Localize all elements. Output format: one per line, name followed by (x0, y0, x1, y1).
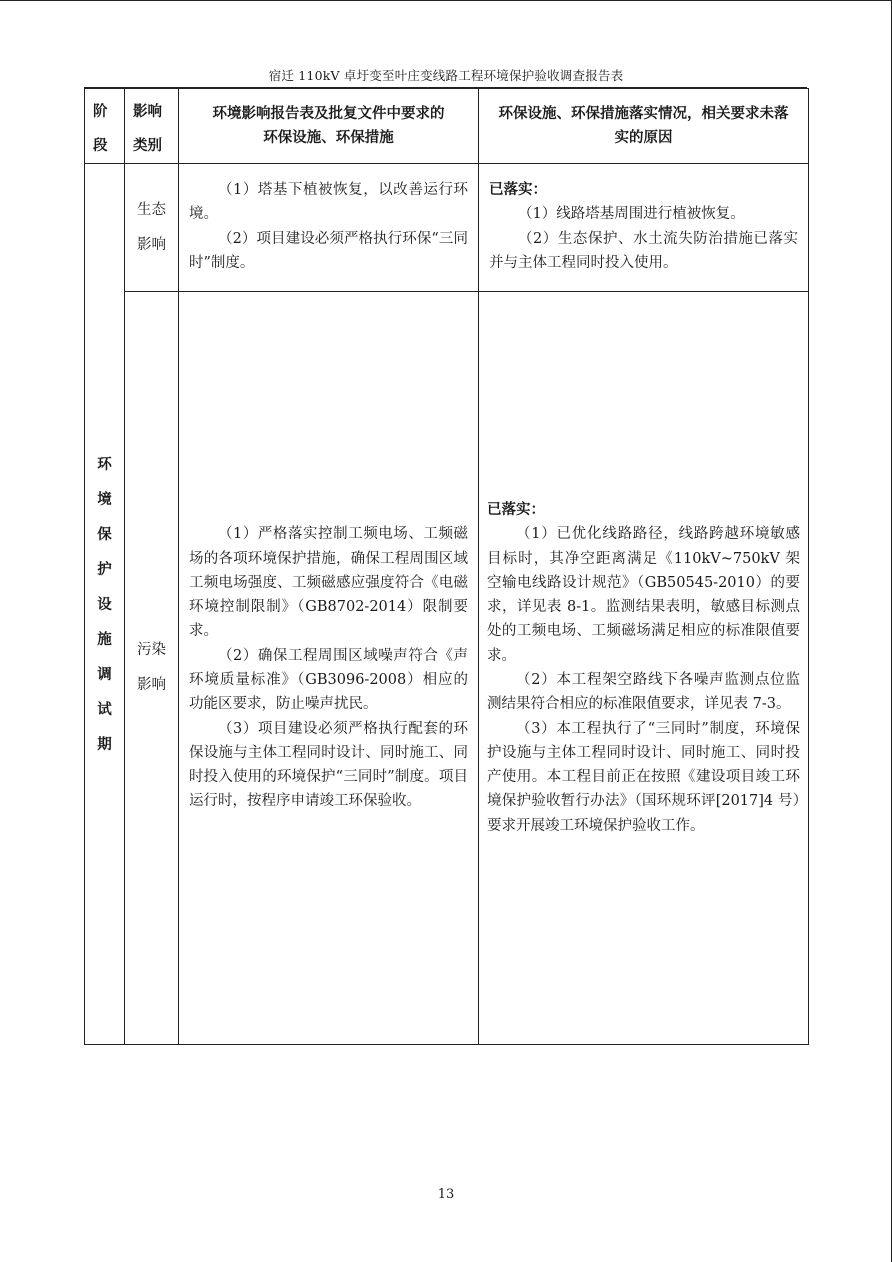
implementation-item: （1）线路塔基周围进行植被恢复。 (518, 206, 745, 223)
page-number: 13 (437, 1187, 455, 1202)
requirement-item: （1）塔基下植被恢复，以改善运行环境。 (189, 182, 468, 223)
column-header-requirement (179, 89, 479, 164)
column-header-implementation-line1: 环保设施、环保措施落实情况，相关要求未落 (498, 105, 789, 122)
table-row-ecological (85, 164, 809, 292)
column-header-type (125, 89, 179, 164)
column-header-requirement-line1: 环境影响报告表及批复文件中要求的 (212, 105, 445, 122)
column-header-stage-line1: 阶 (93, 103, 108, 120)
impact-type-line1: 污染 (137, 642, 166, 658)
impact-type-line2: 影响 (137, 677, 166, 693)
requirement-item: （2）项目建设必须严格执行环保“三同时”制度。 (189, 230, 468, 271)
stage-char: 试 (97, 700, 112, 718)
column-header-type-line1: 影响 (133, 103, 162, 120)
impact-type-line2: 影响 (137, 236, 166, 253)
column-header-stage-line2: 段 (93, 137, 108, 154)
requirement-item: （2）确保工程周围区域噪声符合《声环境质量标准》（GB3096-2008）相应的功能区要求，防止噪声扰民。 (189, 647, 468, 713)
implementation-item: （3）本工程执行了“三同时”制度，环境保护设施与主体工程同时设计、同时施工、同时投产使用。本工程目前正在按照《建设项目竣工环境保护验收暂行办法》（国环规环评[2017]4 号）要求开展竣工环境保护验收工作。 (487, 720, 800, 834)
requirement-cell-ecological (179, 164, 479, 292)
stage-char: 设 (97, 595, 112, 613)
stage-char: 境 (97, 490, 112, 508)
impact-type-line1: 生态 (137, 201, 166, 218)
acceptance-table (84, 88, 809, 1045)
implementation-cell-pollution (479, 292, 809, 1045)
stage-cell (85, 164, 125, 1045)
implementation-item: （1）已优化线路路径，线路跨越环境敏感目标时，其净空距离满足《110kV~750kV 架空输电线路设计规范》（GB50545-2010）的要求，详见表 8-1。监测结果表明，敏感目标测点处的工频电场、工频磁场满足相应的标准限值要求。 (487, 526, 800, 664)
stage-char: 调 (97, 665, 112, 683)
document-header: 宿迁 110kV 卓圩变至叶庄变线路工程环境保护验收调查报告表 (268, 68, 624, 83)
stage-char: 环 (97, 455, 112, 473)
page-top-border (0, 0, 892, 1)
column-header-type-line2: 类别 (133, 137, 162, 154)
status-label: 已落实： (487, 500, 545, 518)
stage-char: 护 (97, 560, 112, 578)
table-header-row (85, 89, 809, 164)
impact-type-ecological (125, 164, 179, 292)
column-header-stage (85, 89, 125, 164)
impact-type-pollution (125, 292, 179, 1045)
implementation-item: （2）本工程架空路线下各噪声监测点位监测结果符合相应的标准限值要求，详见表 7-3。 (487, 672, 800, 713)
stage-char: 施 (97, 630, 112, 648)
stage-char: 保 (97, 525, 112, 543)
table-row-pollution (85, 292, 809, 1045)
stage-vertical-text (97, 447, 112, 762)
column-header-implementation-line2: 实的原因 (614, 129, 673, 146)
column-header-implementation (479, 89, 809, 164)
stage-char: 期 (97, 735, 112, 753)
implementation-item: （2）生态保护、水土流失防治措施已落实并与主体工程同时投入使用。 (489, 230, 798, 271)
implementation-cell-ecological (479, 164, 809, 292)
requirement-cell-pollution (179, 292, 479, 1045)
requirement-item: （1）严格落实控制工频电场、工频磁场的各项环境保护措施，确保工程周围区域工频电场强度、工频磁感应强度符合《电磁环境控制限制》（GB8702-2014）限制要求。 (189, 526, 468, 640)
status-label: 已落实： (489, 181, 547, 198)
requirement-item: （3）项目建设必须严格执行配套的环保设施与主体工程同时设计、同时施工、同时投入使用的环境保护“三同时”制度。项目运行时，按程序申请竣工环保验收。 (189, 720, 468, 810)
column-header-requirement-line2: 环保设施、环保措施 (263, 129, 394, 146)
